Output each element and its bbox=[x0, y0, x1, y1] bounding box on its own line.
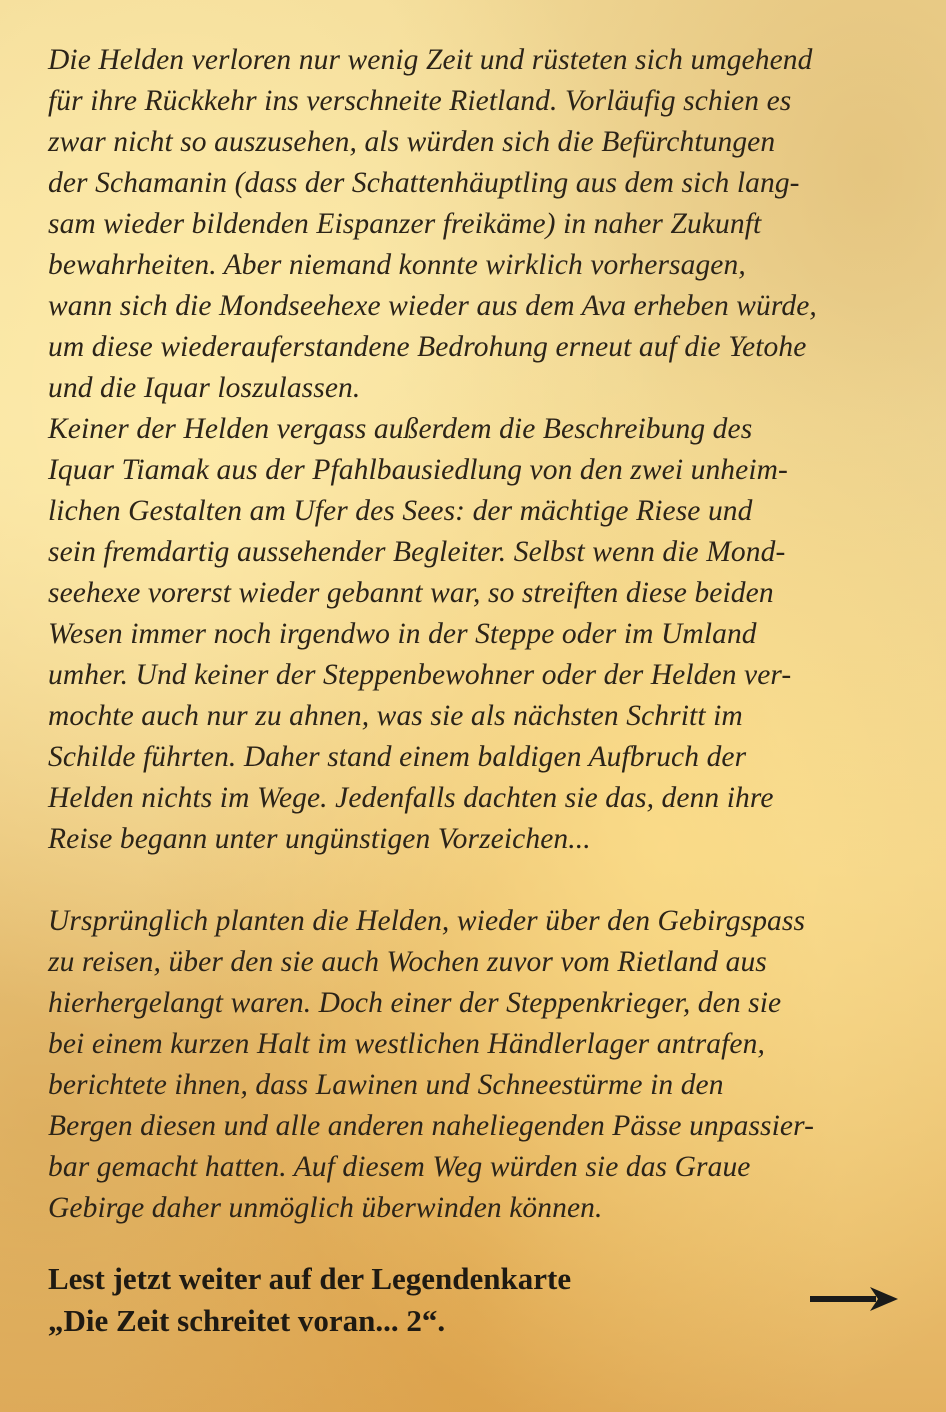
continue-instruction bbox=[48, 1258, 808, 1342]
text-line: umher. Und keiner der Steppenbewohner oder der Helden ver- bbox=[48, 659, 792, 691]
arrow-right-icon[interactable] bbox=[810, 1286, 898, 1312]
text-line: Iquar Tiamak aus der Pfahlbausiedlung von den zwei unheim- bbox=[48, 454, 788, 486]
story-text bbox=[48, 40, 928, 1229]
text-line: Helden nichts im Wege. Jedenfalls dachten sie das, denn ihre bbox=[48, 782, 774, 814]
text-line: mochte auch nur zu ahnen, was sie als nächsten Schritt im bbox=[48, 700, 743, 732]
text-line: für ihre Rückkehr ins verschneite Rietland. Vorläufig schien es bbox=[48, 85, 792, 117]
continue-line-2: „Die Zeit schreitet voran... 2“. bbox=[48, 1303, 446, 1338]
text-line: sam wieder bildenden Eispanzer freikäme) in naher Zukunft bbox=[48, 208, 762, 240]
paragraph-spacer bbox=[48, 860, 928, 901]
text-line: Schilde führten. Daher stand einem baldigen Aufbruch der bbox=[48, 741, 747, 773]
text-line: Wesen immer noch irgendwo in der Steppe oder im Umland bbox=[48, 618, 757, 650]
text-line: Ursprünglich planten die Helden, wieder über den Gebirgspass bbox=[48, 905, 806, 937]
text-line: Reise begann unter ungünstigen Vorzeichen... bbox=[48, 823, 591, 855]
arrow-right-icon-graphic bbox=[810, 1286, 898, 1312]
text-line: hierhergelangt waren. Doch einer der Steppenkrieger, den sie bbox=[48, 987, 782, 1019]
text-line: zu reisen, über den sie auch Wochen zuvor vom Rietland aus bbox=[48, 946, 767, 978]
text-line: bewahrheiten. Aber niemand konnte wirklich vorhersagen, bbox=[48, 249, 746, 281]
text-line: lichen Gestalten am Ufer des Sees: der mächtige Riese und bbox=[48, 495, 753, 527]
text-line: zwar nicht so auszusehen, als würden sich die Befürchtungen bbox=[48, 126, 776, 158]
paragraph-2 bbox=[48, 409, 928, 860]
paragraph-1 bbox=[48, 40, 928, 409]
continue-line-1: Lest jetzt weiter auf der Legendenkarte bbox=[48, 1261, 572, 1296]
text-line: seehexe vorerst wieder gebannt war, so streiften diese beiden bbox=[48, 577, 774, 609]
text-line: und die Iquar loszulassen. bbox=[48, 372, 361, 404]
text-line: wann sich die Mondseehexe wieder aus dem Ava erheben würde, bbox=[48, 290, 817, 322]
text-line: Gebirge daher unmöglich überwinden können. bbox=[48, 1192, 603, 1224]
text-line: bei einem kurzen Halt im westlichen Händlerlager antrafen, bbox=[48, 1028, 765, 1060]
text-line: sein fremdartig aussehender Begleiter. Selbst wenn die Mond- bbox=[48, 536, 786, 568]
text-line: berichtete ihnen, dass Lawinen und Schneestürme in den bbox=[48, 1069, 724, 1101]
text-line: Bergen diesen und alle anderen naheliegenden Pässe unpassier- bbox=[48, 1110, 815, 1142]
text-line: Keiner der Helden vergass außerdem die Beschreibung des bbox=[48, 413, 753, 445]
text-line: um diese wiederauferstandene Bedrohung erneut auf die Yetohe bbox=[48, 331, 807, 363]
paragraph-3 bbox=[48, 901, 928, 1229]
text-line: bar gemacht hatten. Auf diesem Weg würden sie das Graue bbox=[48, 1151, 751, 1183]
text-line: der Schamanin (dass der Schattenhäuptling aus dem sich lang- bbox=[48, 167, 800, 199]
text-line: Die Helden verloren nur wenig Zeit und rüsteten sich umgehend bbox=[48, 44, 813, 76]
